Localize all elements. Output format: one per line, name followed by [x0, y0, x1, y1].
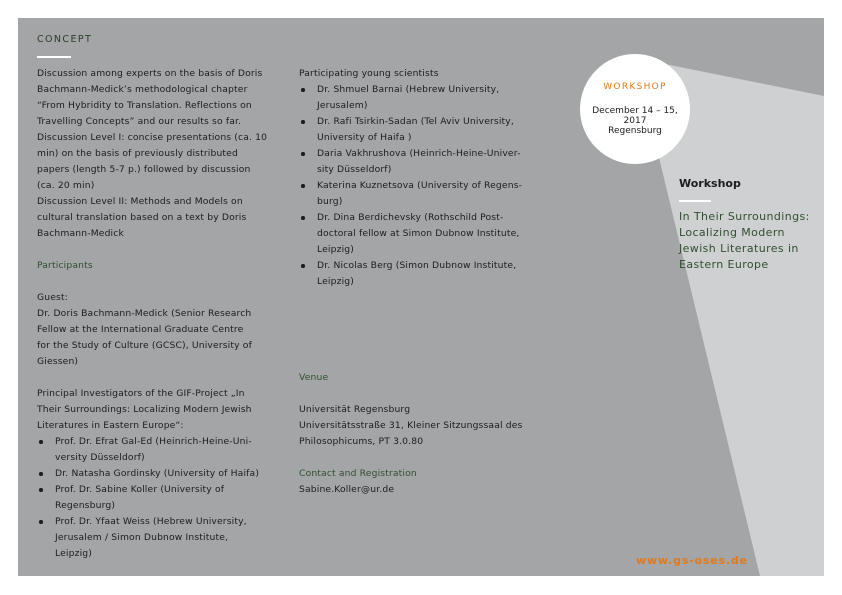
concept-line: Discussion Level II: Methods and Models on — [37, 196, 243, 207]
pi-intro-line: Literatures in Eastern Europe“: — [37, 420, 184, 431]
concept-line: Discussion Level I: concise presentations (ca. 10 — [37, 132, 268, 143]
list-item: Dr. Nicolas Berg (Simon Dubnow Institute, Leipzig) — [299, 258, 539, 290]
list-item: Prof. Dr. Sabine Koller (University of Regensburg) — [37, 482, 277, 514]
concept-line: cultural translation based on a text by Doris — [37, 212, 247, 223]
list-item: Prof. Dr. Yfaat Weiss (Hebrew University, Jerusalem / Simon Dubnow Institute, Leipzig) — [37, 514, 277, 562]
young-scientists-list — [299, 82, 539, 290]
concept-divider — [37, 56, 71, 58]
concept-line: papers (length 5-7 p.) followed by discussion — [37, 164, 251, 175]
pi-intro-line: Principal Investigators of the GIF-Project „In — [37, 388, 245, 399]
list-item: Daria Vakhrushova (Heinrich-Heine-Univer- sity Düsseldorf) — [299, 146, 539, 178]
subtitle-line: In Their Surroundings: — [679, 210, 810, 223]
venue-line: Philosophicums, PT 3.0.80 — [299, 436, 424, 447]
participants-heading: Participants — [37, 260, 93, 271]
guest-label: Guest: — [37, 292, 68, 303]
list-item: Dr. Rafi Tsirkin-Sadan (Tel Aviv University, University of Haifa ) — [299, 114, 539, 146]
middle-column — [299, 66, 539, 498]
list-item: Dr. Shmuel Barnai (Hebrew University, Jerusalem) — [299, 82, 539, 114]
concept-line: Bachmann-Medick — [37, 228, 124, 239]
venue-line: Universitätsstraße 31, Kleiner Sitzungssaal des — [299, 420, 523, 431]
concept-line: Bachmann-Medick’s methodological chapter — [37, 84, 248, 95]
list-item: Dr. Natasha Gordinsky (University of Haifa) — [37, 466, 277, 482]
flyer-panel — [18, 18, 824, 576]
workshop-badge — [580, 54, 690, 164]
concept-line: (ca. 20 min) — [37, 180, 95, 191]
list-item: Katerina Kuznetsova (University of Regens- burg) — [299, 178, 539, 210]
subtitle-line: Jewish Literatures in — [679, 242, 799, 255]
contact-heading: Contact and Registration — [299, 468, 417, 479]
cover-subtitle — [679, 209, 819, 273]
badge-label: WORKSHOP — [603, 82, 667, 92]
concept-line: min) on the basis of previously distributed — [37, 148, 238, 159]
contact-email[interactable]: Sabine.Koller@ur.de — [299, 484, 395, 495]
guest-line: for the Study of Culture (GCSC), University of — [37, 340, 252, 351]
list-item: Prof. Dr. Efrat Gal-Ed (Heinrich-Heine-Uni- versity Düsseldorf) — [37, 434, 277, 466]
left-column — [37, 66, 277, 562]
venue-line: Universität Regensburg — [299, 404, 411, 415]
subtitle-line: Eastern Europe — [679, 258, 769, 271]
concept-line: Travelling Concepts” and our results so far. — [37, 116, 242, 127]
cover-divider — [679, 200, 711, 202]
badge-city: Regensburg — [608, 126, 662, 136]
guest-line: Giessen) — [37, 356, 79, 367]
concept-line: “From Hybridity to Translation. Reflections on — [37, 100, 252, 111]
venue-heading: Venue — [299, 372, 329, 383]
pi-list — [37, 434, 277, 562]
cover-title: Workshop — [679, 177, 741, 190]
list-item: Dr. Dina Berdichevsky (Rothschild Post- doctoral fellow at Simon Dubnow Institute, Leipzig) — [299, 210, 539, 258]
badge-dates: December 14 – 15, 2017 — [592, 106, 678, 126]
concept-line: Discussion among experts on the basis of Doris — [37, 68, 263, 79]
concept-heading: CONCEPT — [37, 34, 93, 45]
website-link[interactable]: www.gs-oses.de — [636, 554, 748, 567]
subtitle-line: Localizing Modern — [679, 226, 785, 239]
pi-intro-line: Their Surroundings: Localizing Modern Jewish — [37, 404, 252, 415]
young-scientists-heading: Participating young scientists — [299, 68, 439, 79]
guest-line: Fellow at the International Graduate Centre — [37, 324, 244, 335]
guest-line: Dr. Doris Bachmann-Medick (Senior Research — [37, 308, 252, 319]
